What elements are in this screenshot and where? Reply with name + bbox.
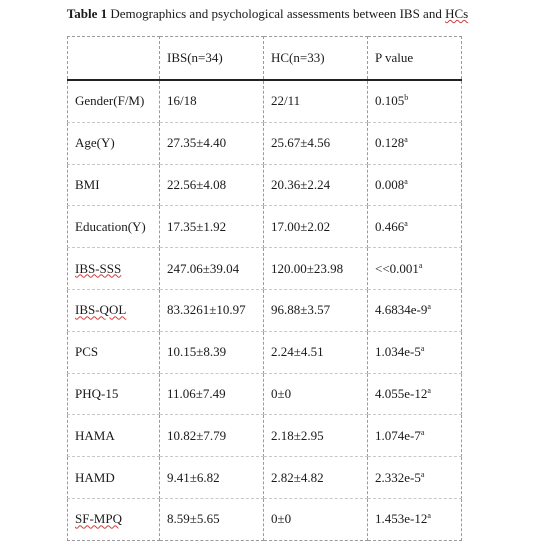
table-row [68, 498, 462, 540]
p-value: 4.055e-12 [375, 385, 428, 401]
measure-label: PHQ-15 [75, 385, 119, 401]
measure-cell [68, 331, 160, 373]
p-value: 1.034e-5 [375, 344, 421, 360]
p-value-cell [368, 248, 462, 290]
table-row [68, 80, 462, 122]
p-value: 2.332e-5 [375, 469, 421, 485]
hc-value-cell: 96.88±3.57 [264, 289, 368, 331]
p-value: 0.008 [375, 176, 405, 192]
measure-cell [68, 164, 160, 206]
ibs-value-cell: 83.3261±10.97 [160, 289, 264, 331]
p-value-superscript: a [427, 385, 431, 395]
caption-label: Table 1 [66, 6, 108, 21]
p-value: 4.6834e-9 [375, 302, 428, 318]
p-value-cell [368, 289, 462, 331]
hc-value-cell: 2.82±4.82 [264, 457, 368, 499]
p-value-cell [368, 373, 462, 415]
caption-text: Demographics and psychological assessments between [107, 6, 400, 21]
hc-value-cell: 0±0 [264, 373, 368, 415]
header-cell-ibs: IBS(n=34) [160, 37, 264, 81]
ibs-value-cell: 247.06±39.04 [160, 248, 264, 290]
measure-label: PCS [75, 344, 99, 360]
ibs-value-cell: 9.41±6.82 [160, 457, 264, 499]
measure-cell [68, 289, 160, 331]
measure-label: HAMA [75, 427, 115, 443]
header-cell-p-value: P value [368, 37, 462, 81]
hc-value-cell: 22/11 [264, 80, 368, 122]
hc-value-cell: 25.67±4.56 [264, 122, 368, 164]
p-value-superscript: a [404, 218, 408, 228]
hc-value-cell: 2.24±4.51 [264, 331, 368, 373]
p-value-cell [368, 331, 462, 373]
table-row [68, 373, 462, 415]
measure-cell [68, 457, 160, 499]
measure-cell [68, 415, 160, 457]
p-value-cell [368, 415, 462, 457]
ibs-value-cell: 27.35±4.40 [160, 122, 264, 164]
table-row [68, 206, 462, 248]
caption-hcs: HCs [445, 6, 469, 21]
header-row [68, 37, 462, 81]
measure-label: HAMD [75, 469, 115, 485]
hc-value-cell: 17.00±2.02 [264, 206, 368, 248]
p-value-superscript: a [418, 260, 423, 270]
p-value: 1.074e-7 [375, 427, 421, 443]
caption-ibs: IBS [399, 6, 420, 21]
p-value: <<0.001 [375, 260, 419, 276]
measure-label: Education(Y) [75, 218, 146, 234]
measure-label: Age(Y) [75, 135, 115, 151]
p-value-cell [368, 122, 462, 164]
p-value: 0.128 [375, 135, 405, 151]
measure-cell [68, 206, 160, 248]
measure-label: IBS-SSS [75, 260, 122, 276]
caption-and: and [419, 6, 446, 21]
ibs-value-cell: 10.82±7.79 [160, 415, 264, 457]
measure-cell [68, 80, 160, 122]
ibs-value-cell: 11.06±7.49 [160, 373, 264, 415]
p-value-superscript: a [427, 302, 431, 312]
table-row [68, 331, 462, 373]
demographics-table [67, 36, 462, 541]
measure-label: BMI [75, 176, 100, 192]
hc-value-cell: 120.00±23.98 [264, 248, 368, 290]
p-value-superscript: b [404, 93, 409, 103]
hc-value-cell: 2.18±2.95 [264, 415, 368, 457]
ibs-value-cell: 8.59±5.65 [160, 498, 264, 540]
ibs-value-cell: 22.56±4.08 [160, 164, 264, 206]
p-value-superscript: a [404, 176, 408, 186]
p-value-cell [368, 164, 462, 206]
measure-label: IBS-QOL [75, 302, 127, 318]
measure-cell [68, 248, 160, 290]
table-row [68, 289, 462, 331]
table-row [68, 248, 462, 290]
measure-label: Gender(F/M) [75, 93, 145, 109]
p-value-superscript: a [420, 427, 425, 437]
p-value: 1.453e-12 [375, 511, 428, 527]
table-row [68, 415, 462, 457]
measure-cell [68, 373, 160, 415]
p-value-superscript: a [420, 344, 425, 354]
p-value: 0.105 [375, 93, 405, 109]
table-caption [0, 6, 535, 22]
table-row [68, 164, 462, 206]
hc-value-cell: 20.36±2.24 [264, 164, 368, 206]
measure-label: SF-MPQ [75, 511, 122, 527]
hc-value-cell: 0±0 [264, 498, 368, 540]
p-value-cell [368, 206, 462, 248]
table-row [68, 457, 462, 499]
p-value-superscript: a [420, 469, 425, 479]
ibs-value-cell: 10.15±8.39 [160, 331, 264, 373]
p-value-superscript: a [427, 511, 431, 521]
measure-cell [68, 122, 160, 164]
measure-cell [68, 498, 160, 540]
header-cell-hc: HC(n=33) [264, 37, 368, 81]
p-value-superscript: a [404, 135, 408, 145]
table-row [68, 122, 462, 164]
p-value: 0.466 [375, 218, 405, 234]
p-value-cell [368, 498, 462, 540]
p-value-cell [368, 80, 462, 122]
header-cell-measure [68, 37, 160, 81]
p-value-cell [368, 457, 462, 499]
ibs-value-cell: 16/18 [160, 80, 264, 122]
ibs-value-cell: 17.35±1.92 [160, 206, 264, 248]
